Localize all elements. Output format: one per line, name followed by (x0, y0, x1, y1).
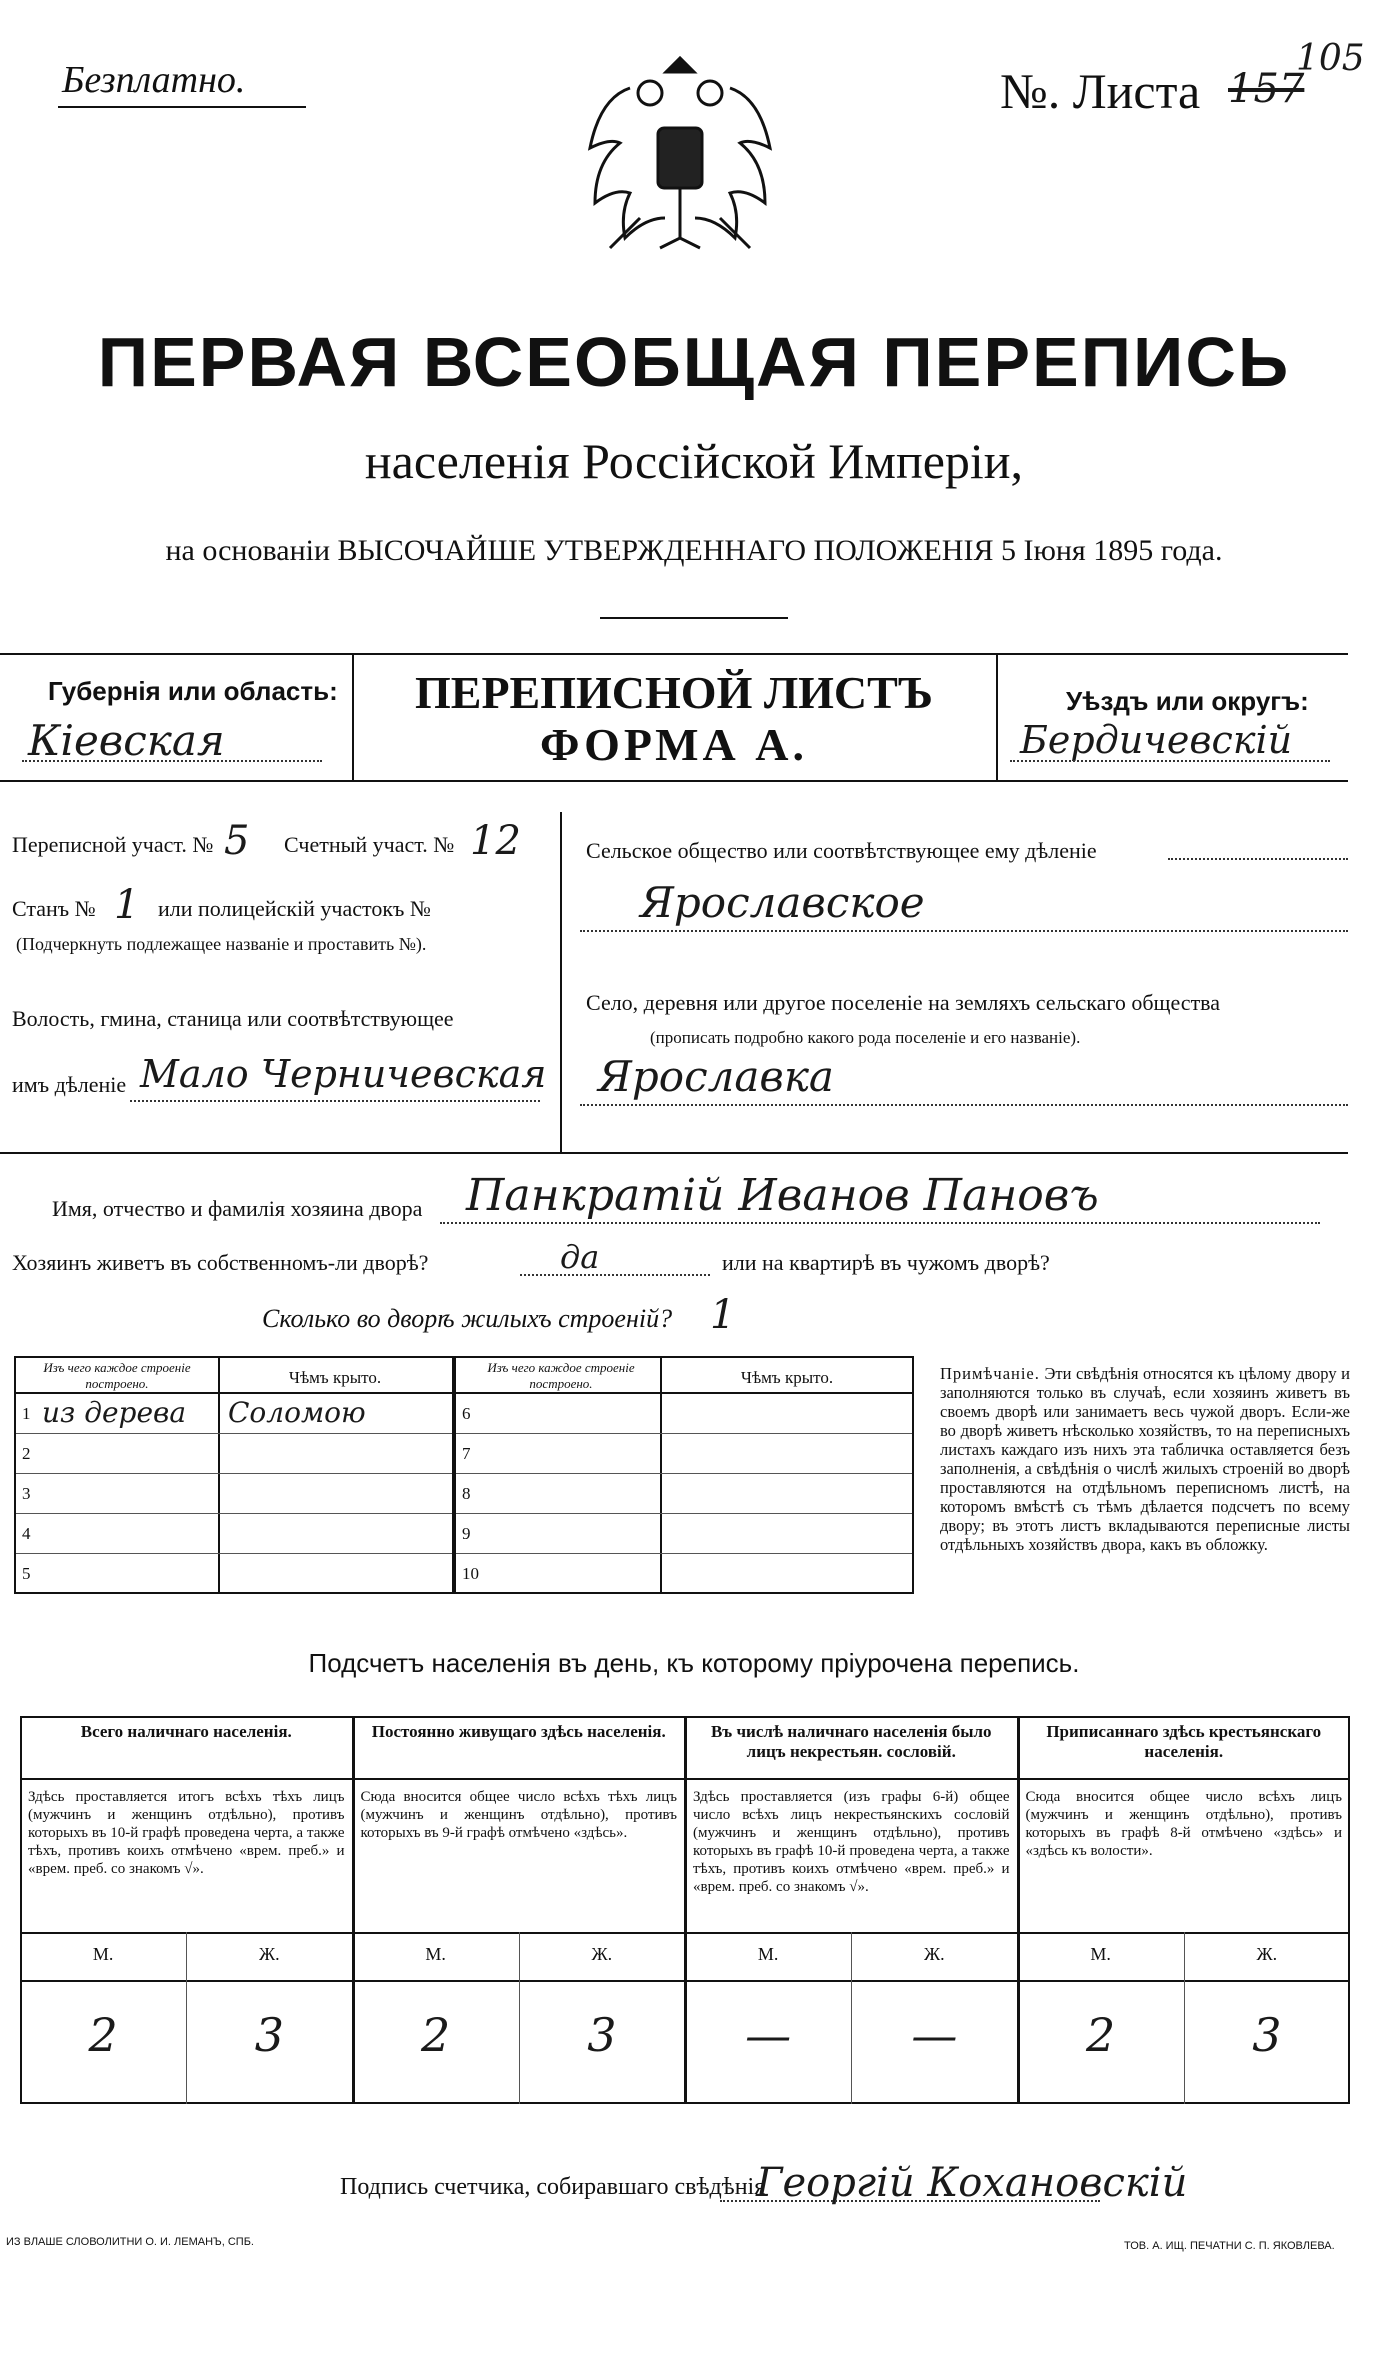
main-title: ПЕРВАЯ ВСЕОБЩАЯ ПЕРЕПИСЬ (97, 323, 1291, 401)
count-column-header: Всего наличнаго населенія. (80, 1722, 292, 1741)
count-column-description: Сюда вносится общее число всѣхъ тѣхъ лицъ (мужчинъ и женщинъ отдѣльно), противъ которыхъ въ 9-й графѣ отмѣчено «здѣсь». (360, 1789, 677, 1841)
owner-name-label: Имя, отчество и фамилія хозяина двора (52, 1196, 423, 1221)
free-underline (58, 106, 306, 108)
owner-name-value: Панкратій Иванов Пановъ (466, 1170, 1099, 1221)
buildings-row-number: 3 (22, 1484, 31, 1503)
uezd-value: Бердичевскій (1020, 718, 1293, 762)
count-f-label: Ж. (259, 1944, 280, 1964)
form-divider-right (996, 653, 998, 780)
count-m-label: М. (1090, 1944, 1111, 1964)
buildings-value: 1 (710, 1292, 736, 1338)
volost-label-2: имъ дѣленіе (12, 1072, 127, 1097)
buildings-row (16, 1434, 452, 1474)
buildings-row-material: из дерева (42, 1396, 187, 1429)
count-f-value: 3 (587, 2008, 617, 2062)
signature-dots (720, 2200, 1100, 2202)
note-text: Эти свѣдѣнія относятся къ цѣлому двору и заполняются только въ случаѣ, если хозяинъ живетъ въ своемъ дворѣ или занимаетъ весь чужой дворъ. Если-же во дворѣ живетъ нѣсколько хозяйствъ, то на переписныхъ листахъ каждаго изъ нихъ эта табличка оставляется безъ заполненія, а свѣдѣнія о числѣ жилыхъ строеній во дворѣ проставляются на отдѣльномъ переписномъ листѣ, на которомъ вмѣстѣ съ тѣмъ дѣлается подсчетъ по всему двору; въ этотъ листъ вкладываются переписные листы отдѣльныхъ хозяйствъ двора, какъ въ обложку. (940, 1364, 1350, 1554)
form-letter: ФОРМА А. (540, 719, 808, 770)
buildings-row (16, 1554, 452, 1594)
count-m-value: — (745, 2008, 792, 2062)
buildings-row (456, 1434, 912, 1474)
buildings-col-material-left: Изъ чего каждое строеніе построено. (43, 1360, 191, 1391)
buildings-row-number: 1 (22, 1404, 31, 1423)
buildings-col-roof-right: Чѣмъ крыто. (740, 1368, 834, 1387)
buildings-row-number: 10 (462, 1564, 479, 1583)
count-title: Подсчетъ населенія въ день, къ которому пріурочена перепись. (308, 1648, 1080, 1678)
sub-title: населенія Россійской Имперіи, (364, 433, 1024, 489)
sheet-number-label: №. Листа (1000, 63, 1201, 119)
buildings-col-roof-left: Чѣмъ крыто. (288, 1368, 382, 1387)
free-label: Безплатно. (62, 59, 246, 101)
uezd-dots (1010, 760, 1330, 762)
stan-label: Станъ № (12, 896, 96, 921)
buildings-row (16, 1474, 452, 1514)
buildings-row-number: 5 (22, 1564, 31, 1583)
apartment-label: или на квартирѣ въ чужомъ дворѣ? (722, 1250, 1050, 1275)
count-column-header: Въ числѣ наличнаго населенія было лицъ некрестьян. сословій. (710, 1722, 992, 1761)
imperial-eagle-emblem (570, 48, 790, 288)
form-bottom-rule (0, 780, 1348, 782)
footer-right: ТОВ. А. ИЩ. ПЕЧАТНИ С. П. ЯКОВЛЕВА. (1124, 2240, 1335, 2252)
buildings-row-number: 9 (462, 1524, 471, 1543)
buildings-row-number: 2 (22, 1444, 31, 1463)
count-f-value: 3 (254, 2008, 285, 2062)
gubernia-label: Губернія или область: (48, 676, 338, 706)
volost-label-1: Волость, гмина, станица или соотвѣтствующее (12, 1006, 454, 1031)
buildings-row-number: 4 (22, 1524, 31, 1543)
gubernia-value: Кіевская (28, 716, 225, 765)
note-block (940, 1364, 1350, 1554)
count-column-description: Сюда вносится общее число всѣхъ лицъ (мужчинъ и женщинъ отдѣльно), противъ которыхъ въ графѣ 8-й отмѣчено «здѣсь» и «здѣсь къ волости». (1025, 1789, 1342, 1859)
count-f-label: Ж. (591, 1944, 613, 1964)
sheet-number-struck: 157 (1228, 66, 1305, 112)
buildings-row (456, 1514, 912, 1554)
footer-left: ИЗ ВЛАШЕ СЛОВОЛИТНИ О. И. ЛЕМАНЪ, СПБ. (6, 2236, 254, 2248)
count-table (20, 1716, 1350, 2104)
basis-line: на основаніи ВЫСОЧАЙШЕ УТВЕРЖДЕННАГО ПОЛОЖЕНІЯ 5 Іюня 1895 года. (165, 534, 1223, 567)
count-m-label: М. (757, 1944, 779, 1964)
owner-lives-label: Хозяинъ живетъ въ собственномъ-ли дворѣ? (12, 1250, 429, 1275)
owner-name-dots (440, 1222, 1320, 1224)
details-bottom-rule (0, 1152, 1348, 1154)
details-divider (560, 812, 562, 1152)
gubernia-dots (22, 760, 322, 762)
village-dots (580, 1104, 1348, 1106)
society-dots (1168, 858, 1348, 860)
volost-dots (130, 1100, 540, 1102)
count-f-value: 3 (1252, 2008, 1282, 2062)
census-district-value: 5 (224, 818, 250, 864)
count-m-value: 2 (88, 2008, 118, 2062)
society-label: Сельское общество или соотвѣтствующее ему дѣленіе (586, 838, 1097, 863)
census-district-label: Переписной участ. № (12, 832, 214, 857)
count-m-value: 2 (420, 2008, 451, 2062)
owner-lives-value: да (560, 1238, 600, 1276)
uezd-label: Уѣздъ или округъ: (1066, 686, 1309, 716)
village-value: Ярославка (598, 1052, 834, 1101)
stan-note: (Подчеркнуть подлежащее названіе и проставить №). (16, 934, 427, 954)
signature-label: Подпись счетчика, собиравшаго свѣдѣнія (340, 2174, 766, 2200)
police-label: или полицейскій участокъ № (158, 896, 431, 921)
buildings-row (16, 1514, 452, 1554)
form-top-rule (0, 653, 1348, 655)
ornament-divider (600, 617, 788, 619)
owner-lives-dots (520, 1274, 710, 1276)
count-m-label: М. (92, 1944, 114, 1964)
buildings-row (456, 1554, 912, 1594)
count-f-value: — (911, 2008, 958, 2062)
village-note: (прописать подробно какого рода поселеніе и его названіе). (650, 1028, 1081, 1047)
count-column-description: Здѣсь проставляется итогъ всѣхъ тѣхъ лицъ (мужчинъ и женщинъ отдѣльно), противъ которыхъ въ 10-й графѣ проведена черта, а также тѣхъ, противъ коихъ отмѣчено «врем. преб.» и «врем. преб. со знакомъ √». (28, 1789, 345, 1877)
count-m-value: 2 (1085, 2008, 1116, 2062)
buildings-label: Сколько во дворѣ жилыхъ строеній? (262, 1304, 673, 1333)
volost-value: Мало Черничевская (140, 1052, 547, 1096)
note-title: Примѣчаніе. (940, 1364, 1040, 1383)
count-column-header: Приписаннаго здѣсь крестьянскаго населенія. (1046, 1722, 1322, 1761)
count-column-description: Здѣсь проставляется (изъ графы 6-й) общее число всѣхъ лицъ некрестьянскихъ сословій (мужчинъ и женщинъ отдѣльно), противъ которыхъ въ графѣ 10-й проведена черта, а также тѣхъ, противъ коихъ отмѣчено «врем. преб.» и «врем. преб. со знакомъ √». (693, 1789, 1010, 1895)
buildings-col-material-right: Изъ чего каждое строеніе построено. (487, 1360, 635, 1391)
signature-value: Георгій Кохановскій (756, 2160, 1188, 2206)
count-column-header: Постоянно живущаго здѣсь населенія. (371, 1722, 666, 1741)
society-dots-2 (580, 930, 1348, 932)
village-label: Село, деревня или другое поселеніе на земляхъ сельскаго общества (586, 990, 1221, 1015)
buildings-row-number: 8 (462, 1484, 471, 1503)
society-value: Ярославское (640, 878, 925, 927)
buildings-row-number: 7 (462, 1444, 471, 1463)
buildings-row (16, 1394, 452, 1434)
form-title: ПЕРЕПИСНОЙ ЛИСТЪ (414, 667, 934, 718)
sheet-number-value: 105 (1296, 38, 1365, 79)
counting-district-value: 12 (470, 818, 521, 864)
counting-district-label: Счетный участ. № (284, 832, 455, 857)
count-f-label: Ж. (1256, 1944, 1278, 1964)
buildings-row (456, 1394, 912, 1434)
count-f-label: Ж. (924, 1944, 945, 1964)
buildings-row-number: 6 (462, 1404, 471, 1423)
count-m-label: М. (425, 1944, 446, 1964)
buildings-row-roof: Соломою (228, 1396, 366, 1429)
stan-value: 1 (114, 882, 140, 928)
buildings-row (456, 1474, 912, 1514)
